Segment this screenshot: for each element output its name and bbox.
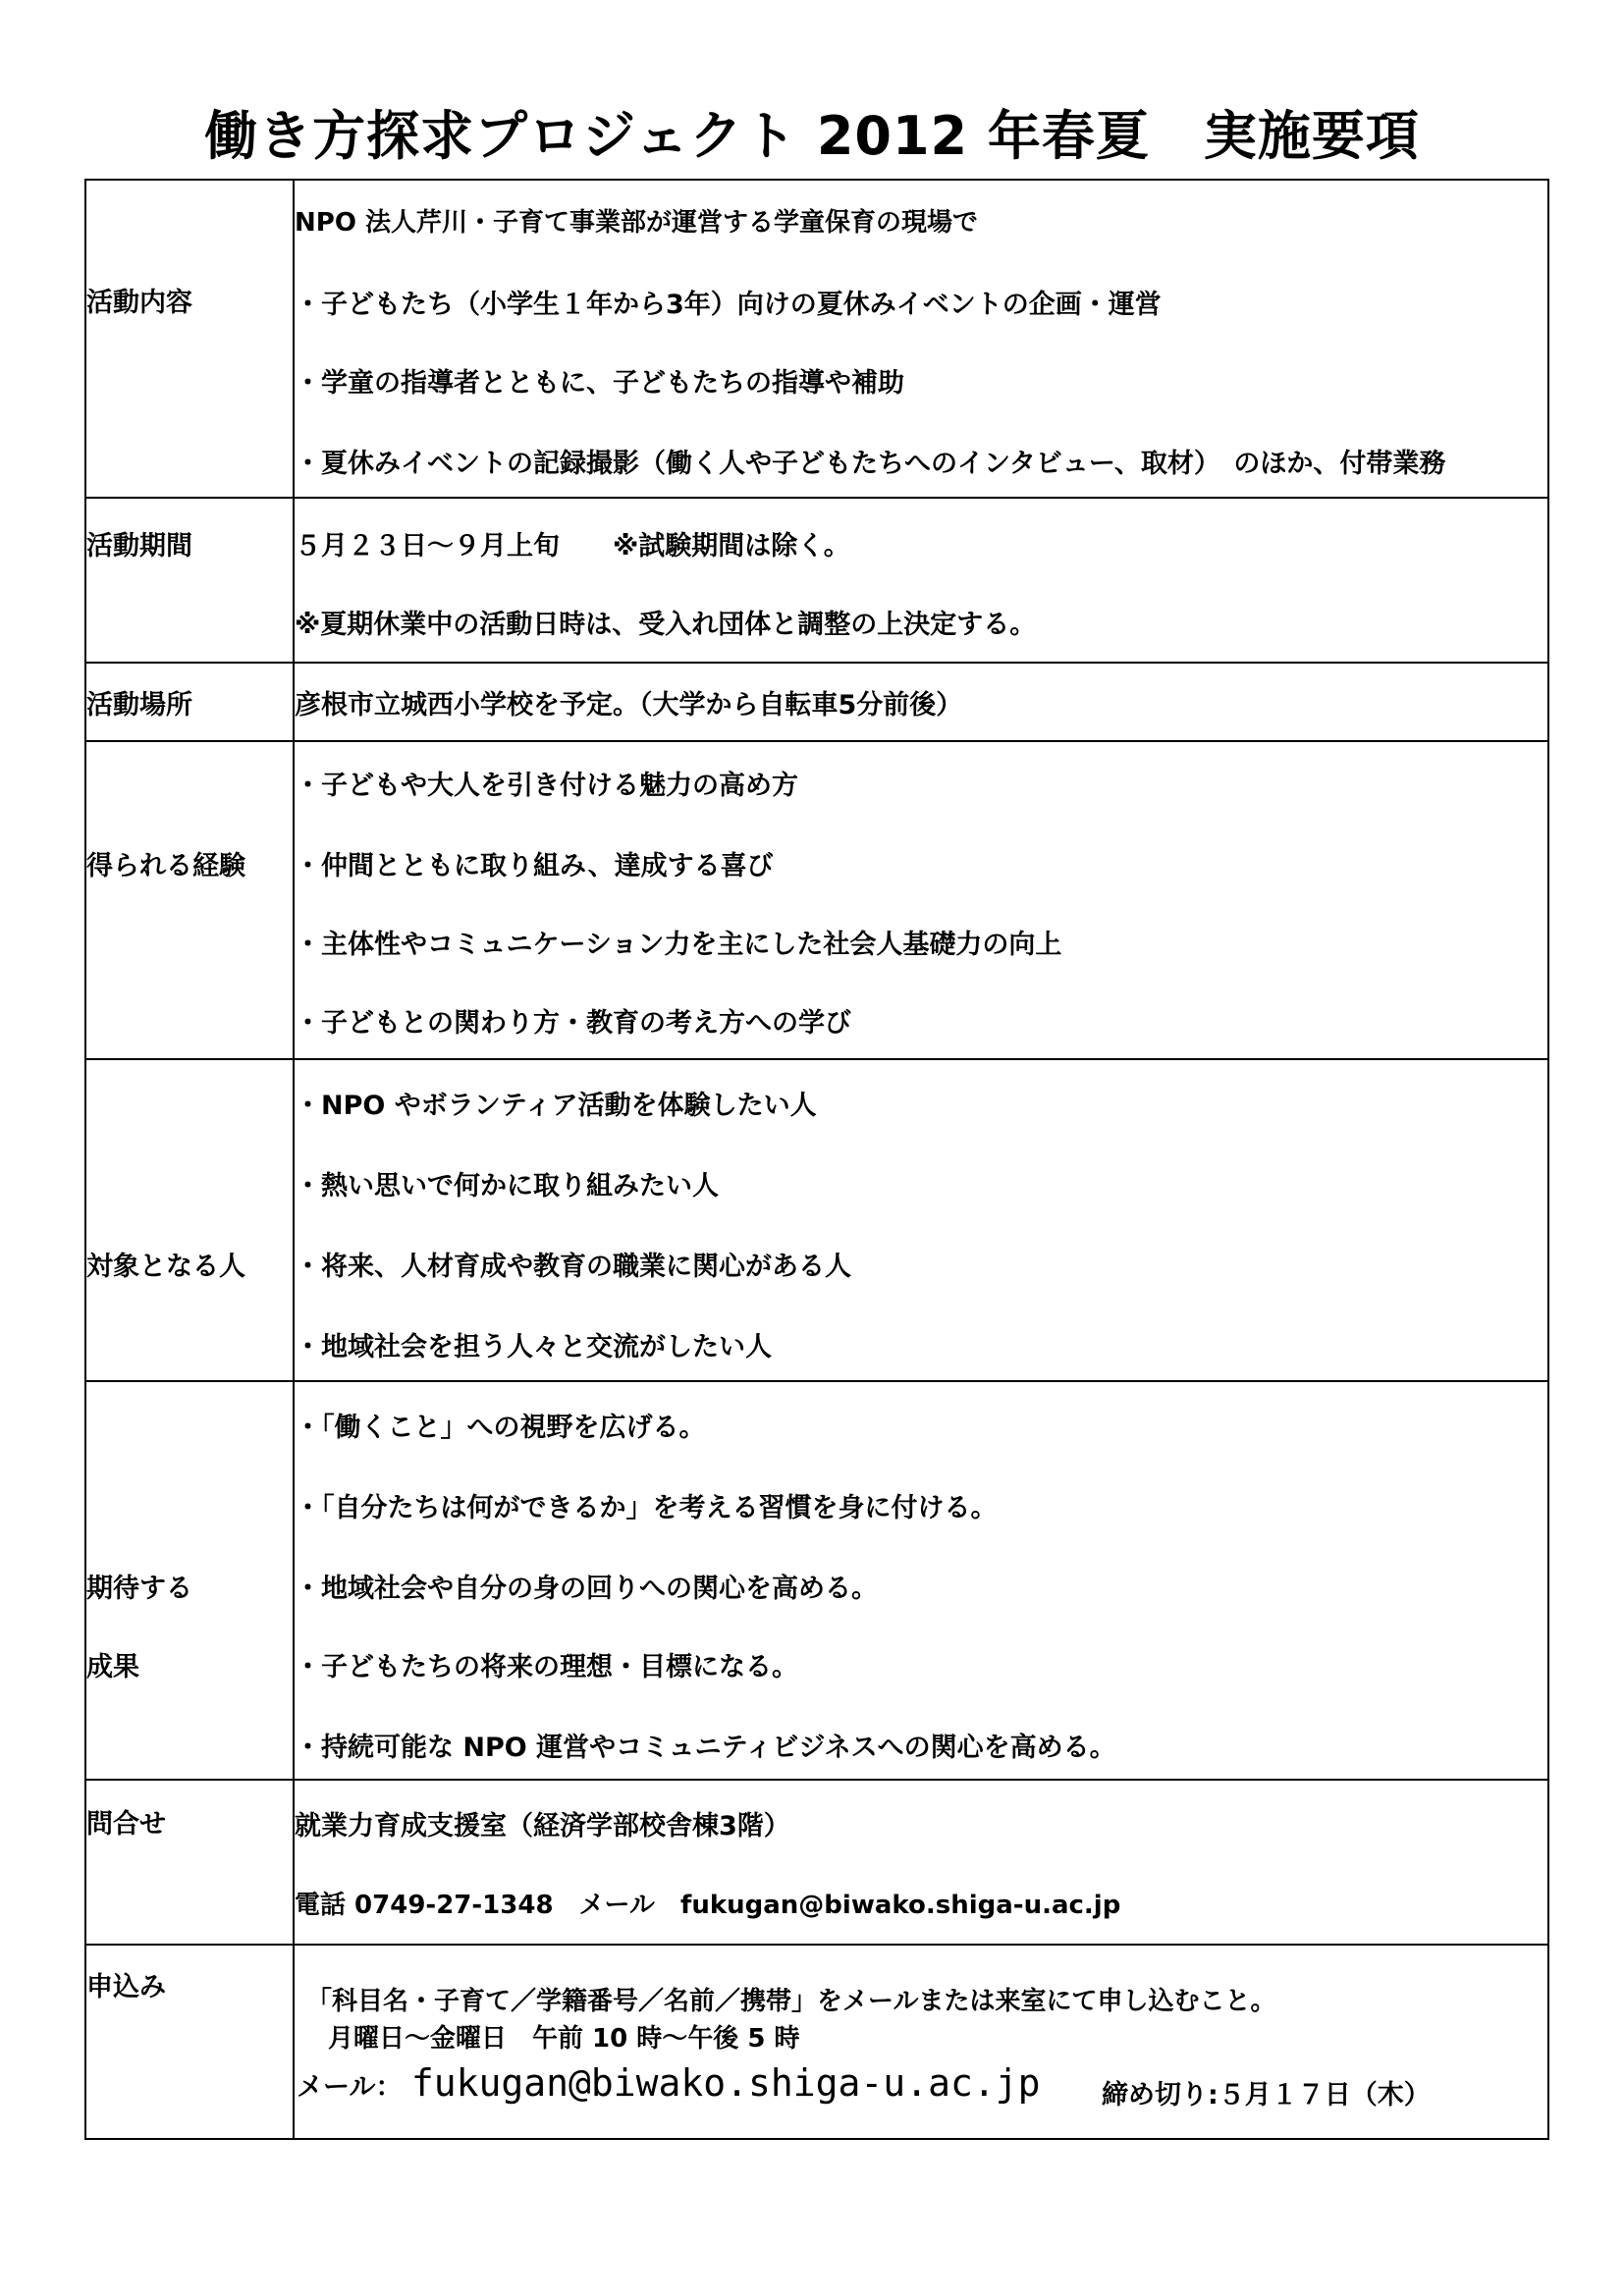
label-apply: 申込み	[86, 1972, 166, 2002]
target-line-4: ・地域社会を担う人々と交流がしたい人	[295, 1332, 772, 1362]
content-cell-outcome	[294, 1381, 1548, 1780]
label-cell-experience	[85, 741, 294, 1059]
row-experience	[85, 741, 1548, 1059]
label-cell-target	[85, 1059, 294, 1381]
content-cell-activity	[294, 180, 1548, 498]
target-line-1: ・NPO やボランティア活動を体験したい人	[295, 1091, 817, 1121]
activity-line-1: NPO 法人芹川・子育て事業部が運営する学童保育の現場で	[295, 208, 978, 238]
target-line-2: ・熱い思いで何かに取り組みたい人	[295, 1171, 719, 1201]
apply-mail-address: fukugan@biwako.shiga-u.ac.jp	[410, 2061, 1041, 2105]
label-cell-activity	[85, 180, 294, 498]
outcome-line-5: ・持続可能な NPO 運営やコミュニティビジネスへの関心を高める。	[295, 1733, 1116, 1763]
target-line-3: ・将来、人材育成や教育の職業に関心がある人	[295, 1252, 851, 1282]
apply-line-2: 月曜日～金曜日 午前 10 時～午後 5 時	[328, 2024, 800, 2054]
row-apply	[85, 1945, 1548, 2139]
apply-deadline: 締め切り:５月１７日（木）	[1102, 2080, 1431, 2110]
outcome-line-3: ・地域社会や自分の身の回りへの関心を高める。	[295, 1574, 878, 1604]
experience-line-4: ・子どもとの関わり方・教育の考え方への学び	[295, 1008, 851, 1039]
row-activity	[85, 180, 1548, 498]
activity-line-4: ・夏休みイベントの記録撮影（働く人や子どもたちへのインタビュー、取材） のほか、付帯業務	[295, 449, 1446, 479]
label-outcome-line-2: 成果	[86, 1652, 139, 1682]
content-cell-experience	[294, 741, 1548, 1059]
row-target	[85, 1059, 1548, 1381]
label-cell-apply	[85, 1945, 294, 2139]
label-target: 対象となる人	[86, 1252, 245, 1282]
outcome-line-1: ・「働くこと」への視野を広げる。	[295, 1413, 706, 1443]
row-outcome	[85, 1381, 1548, 1780]
apply-mail-row	[297, 2061, 1040, 2105]
apply-line-1: 「科目名・子育て／学籍番号／名前／携帯」をメールまたは来室にて申し込むこと。	[306, 1987, 1276, 2016]
label-place: 活動場所	[86, 690, 192, 721]
contact-line-1: 就業力育成支援室（経済学部校舎棟3階）	[295, 1811, 790, 1842]
contact-line-2: 電話 0749-27-1348 メール fukugan@biwako.shiga-u.ac.jp	[295, 1891, 1121, 1920]
period-line-1: ５月２３日～９月上旬 ※試験期間は除く。	[295, 531, 850, 561]
outcome-line-4: ・子どもたちの将来の理想・目標になる。	[295, 1652, 798, 1682]
page-title: 働き方探求プロジェクト 2012 年春夏 実施要項	[204, 105, 1420, 167]
place-line-1: 彦根市立城西小学校を予定。（大学から自転車5分前後）	[295, 690, 963, 721]
activity-line-2: ・子どもたち（小学生１年から3年）向けの夏休みイベントの企画・運営	[295, 290, 1162, 320]
label-cell-outcome	[85, 1381, 294, 1780]
activity-line-3: ・学童の指導者とともに、子どもたちの指導や補助	[295, 368, 904, 399]
label-cell-place	[85, 663, 294, 741]
spec-table	[84, 179, 1549, 2140]
apply-mail-prefix: メール：	[297, 2072, 403, 2103]
row-place	[85, 663, 1548, 741]
label-experience: 得られる経験	[86, 851, 245, 881]
label-cell-contact	[85, 1780, 294, 1945]
label-period: 活動期間	[86, 531, 192, 561]
row-period	[85, 498, 1548, 663]
period-line-2: ※夏期休業中の活動日時は、受入れ団体と調整の上決定する。	[295, 610, 1037, 640]
experience-line-1: ・子どもや大人を引き付ける魅力の高め方	[295, 771, 798, 801]
content-cell-target	[294, 1059, 1548, 1381]
content-cell-period	[294, 498, 1548, 663]
experience-line-2: ・仲間とともに取り組み、達成する喜び	[295, 851, 774, 881]
label-activity: 活動内容	[86, 288, 192, 318]
label-outcome-line-1: 期待する	[86, 1574, 192, 1604]
label-cell-period	[85, 498, 294, 663]
row-contact	[85, 1780, 1548, 1945]
experience-line-3: ・主体性やコミュニケーション力を主にした社会人基礎力の向上	[295, 930, 1062, 960]
content-cell-contact	[294, 1780, 1548, 1945]
label-contact: 問合せ	[86, 1809, 166, 1840]
content-cell-apply	[294, 1945, 1548, 2139]
outcome-line-2: ・「自分たちは何ができるか」を考える習慣を身に付ける。	[295, 1493, 998, 1523]
content-cell-place	[294, 663, 1548, 741]
